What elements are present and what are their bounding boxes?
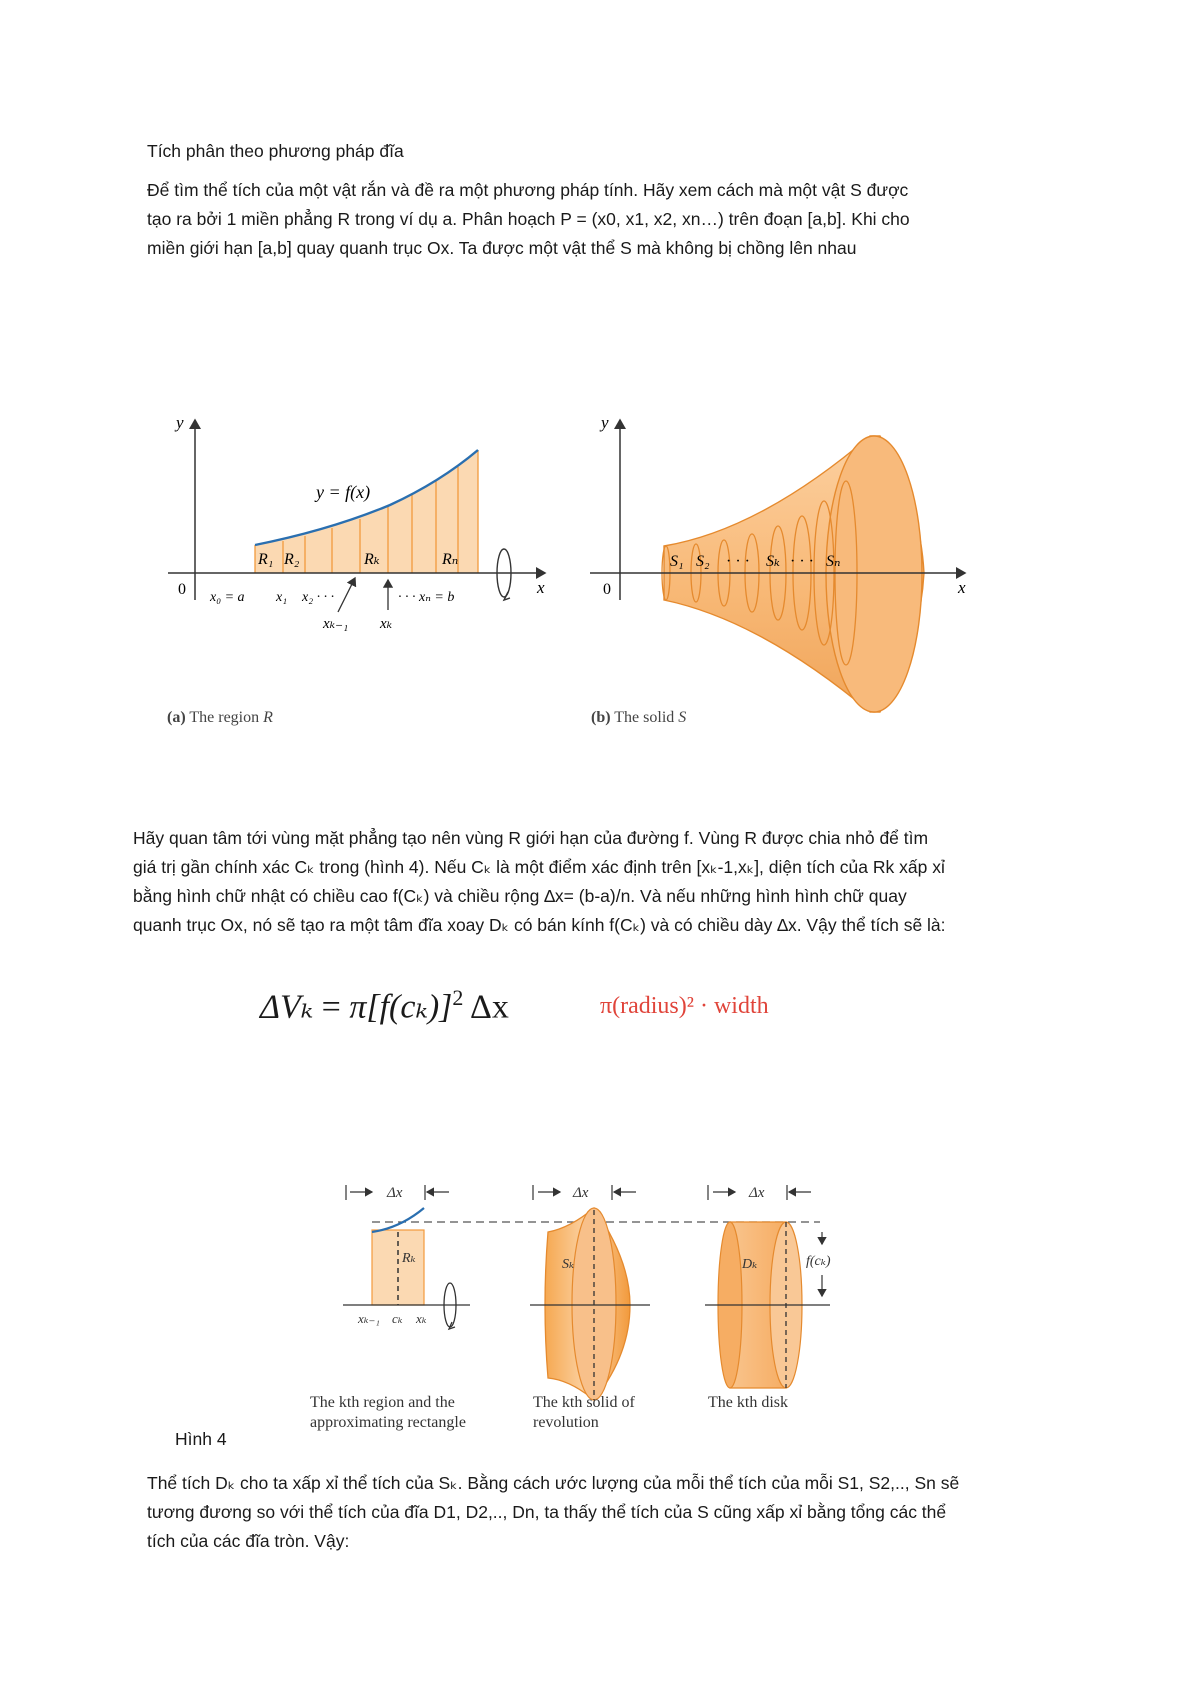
tick-xk: xₖ [416, 1311, 427, 1326]
formula-pi: π [349, 988, 367, 1026]
caption-b-text: The solid [610, 709, 679, 726]
caption-a-var: R [263, 709, 273, 726]
tick-label-x2: x₂ · · · [302, 590, 335, 605]
delta-x-label-3: Δx [749, 1185, 765, 1201]
slice-label-dots1: · · · [726, 553, 750, 570]
paragraph-3 [147, 1469, 959, 1556]
formula-exponent: 2 [452, 985, 464, 1010]
slice-label-s2: S₂ [696, 553, 710, 570]
x-axis-b-label: x [958, 578, 966, 597]
formula-bracket: [f(cₖ)] [366, 988, 453, 1026]
document-title: Tích phân theo phương pháp đĩa [147, 141, 404, 161]
caption-kth-solid: The kth solid of revolution [533, 1394, 635, 1431]
formula-equals: = [313, 988, 350, 1026]
region-label-r1: R₁ [258, 551, 274, 568]
tick-label-b: · · · xₙ = b [398, 590, 455, 605]
origin-b-label: 0 [603, 581, 611, 598]
rotation-icon-2 [444, 1283, 456, 1329]
region-label-rn: Rₙ [442, 551, 459, 568]
slice-label-sn: Sₙ [826, 553, 841, 570]
p2-line-1: Hãy quan tâm tới vùng mặt phẳng tạo nên vùng R giới hạn của đường f. Vùng R được chia nhỏ để tìm [133, 828, 929, 848]
tick-label-a: x₀ = a [210, 590, 245, 605]
kth-curve [372, 1208, 424, 1232]
slice-label-dots2: · · · [790, 553, 814, 570]
pointer-label-xk-1: xₖ₋₁ [323, 616, 349, 632]
sk-label: Sₖ [562, 1257, 575, 1272]
y-axis-a-label: y [176, 413, 184, 432]
p2-line-3: bằng hình chữ nhật có chiều cao f(Cₖ) và chiều rộng ∆x= (b-a)/n. Và nếu những hình hình chữ quay [133, 886, 907, 906]
tick-xk-1: xₖ₋₁ [358, 1311, 380, 1326]
region-label-r2: R₂ [284, 551, 300, 568]
p3-line-3: tích của các đĩa tròn. Vậy: [147, 1531, 350, 1551]
curve-label: y = f(x) [316, 482, 371, 502]
rk-label: Rₖ [402, 1251, 416, 1266]
formula-delta-v: ΔVₖ [260, 988, 314, 1026]
caption-b-var: S [678, 709, 687, 726]
region-label-rk: Rₖ [364, 551, 380, 568]
f-ck-label: f(cₖ) [806, 1254, 831, 1269]
caption-kth-region: The kth region and the approximating rectangle [310, 1394, 466, 1431]
caption-b-bold: (b) [591, 709, 611, 726]
p3-line-2: tương đương so với thể tích của đĩa D1, D2,.., Dn, ta thấy thể tích của S cũng xấp xỉ bằng tổng các thể [147, 1502, 947, 1522]
caption-a-text: The region [185, 709, 264, 726]
slice-label-sk: Sₖ [766, 553, 780, 570]
p2-line-4: quanh trục Ox, nó sẽ tạo ra một tâm đĩa xoay Dₖ có bán kính f(Cₖ) và có chiều dày ∆x. Vậy thể tích sẽ là: [133, 915, 946, 935]
intro-line-1: Để tìm thể tích của một vật rắn và đề ra một phương pháp tính. Hãy xem cách mà một vật S được [147, 180, 909, 200]
p2-line-2: giá trị gần chính xác Cₖ trong (hình 4). Nếu Cₖ là một điểm xác định trên [xₖ-1,xₖ], diện tích của Rk xấp xỉ [133, 857, 945, 877]
p3-line-1: Thể tích Dₖ cho ta xấp xỉ thể tích của Sₖ. Bằng cách ước lượng của mỗi thể tích của mỗi S1, S2,.., Sn sẽ [147, 1473, 960, 1493]
caption-kth-disk: The kth disk [708, 1394, 788, 1411]
pointer-label-xk: xₖ [380, 616, 393, 632]
formula-dx: Δx [463, 988, 509, 1026]
delta-x-label-2: Δx [573, 1185, 589, 1201]
origin-a-label: 0 [178, 581, 186, 598]
formula-annotation: π(radius)² · width [600, 993, 769, 1019]
dk-label: Dₖ [742, 1257, 758, 1272]
intro-line-3: miền giới hạn [a,b] quay quanh trục Ox. Ta được một vật thể S mà không bị chồng lên nhau [147, 238, 857, 258]
y-axis-b-label: y [601, 413, 609, 432]
intro-line-2: tạo ra bởi 1 miền phẳng R trong ví dụ a. Phân hoạch P = (x0, x1, x2, xn…) trên đoạn [a,b]. Khi cho [147, 209, 910, 229]
delta-x-label-1: Δx [387, 1185, 403, 1201]
x-axis-a-label: x [537, 578, 545, 597]
figure-4-label: Hình 4 [175, 1429, 227, 1449]
slice-label-s1: S₁ [670, 553, 684, 570]
tick-label-x1: x₁ [276, 590, 288, 605]
caption-a-bold: (a) [167, 709, 186, 726]
tick-ck: cₖ [392, 1311, 403, 1326]
